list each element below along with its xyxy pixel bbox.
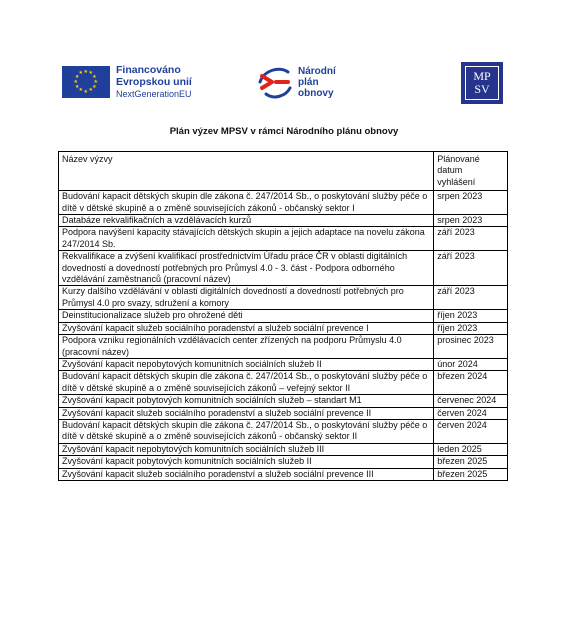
- planned-date-cell: září 2023: [434, 227, 508, 251]
- call-name-cell: Zvyšování kapacit pobytových komunitních sociálních služeb – standart M1: [59, 395, 434, 407]
- planned-date-cell: březen 2024: [434, 371, 508, 395]
- call-name-cell: Podpora navýšení kapacity stávajících dětských skupin a jejich adaptace na novelu zákona 247/2014 Sb.: [59, 227, 434, 251]
- eu-star-icon: ★: [73, 78, 78, 85]
- npo-logo: [256, 62, 336, 102]
- document-title: Plán výzev MPSV v rámci Národního plánu obnovy: [169, 126, 399, 137]
- call-name-cell: Zvyšování kapacit nepobytových komunitních sociálních služeb II: [59, 358, 434, 370]
- call-name-cell: Budování kapacit dětských skupin dle zákona č. 247/2014 Sb., o poskytování služby péče o dítě v dětské skupině a o změně souvisejících zákonů - občanský sektor I: [59, 191, 434, 215]
- eu-flag-icon: [62, 66, 110, 98]
- header-call-name-text: Název výzvy: [62, 154, 113, 164]
- header-call-name: [59, 152, 434, 191]
- eu-funding-logo: [62, 62, 192, 102]
- table-row: [59, 322, 508, 334]
- header-planned-date: [434, 152, 508, 191]
- table-row: [59, 358, 508, 370]
- eu-text-line2: Evropskou unií: [116, 76, 192, 88]
- planned-date-cell: únor 2024: [434, 358, 508, 370]
- eu-star-icon: ★: [78, 69, 83, 76]
- table-row: [59, 227, 508, 251]
- planned-date-cell: březen 2025: [434, 468, 508, 480]
- eu-star-icon: ★: [74, 73, 80, 80]
- call-name-cell: Databáze rekvalifikačních a vzdělávacích kurzů: [59, 215, 434, 227]
- table-row: [59, 215, 508, 227]
- eu-star-icon: ★: [74, 83, 80, 90]
- call-name-cell: Budování kapacit dětských skupin dle zákona č. 247/2014 Sb., o poskytování služby péče o dítě v dětské skupině a o změně souvisejících zákonů – veřejný sektor II: [59, 371, 434, 395]
- planned-date-cell: březen 2025: [434, 456, 508, 468]
- eu-text-line3: NextGenerationEU: [116, 89, 192, 99]
- mpsv-logo-line2: SV: [474, 82, 490, 96]
- planned-date-cell: říjen 2023: [434, 322, 508, 334]
- call-name-cell: Zvyšování kapacit služeb sociálního poradenství a služeb sociální prevence I: [59, 322, 434, 334]
- planned-date-cell: srpen 2023: [434, 215, 508, 227]
- eu-star-icon: ★: [83, 68, 88, 75]
- planned-date-cell: září 2023: [434, 251, 508, 286]
- eu-star-icon: ★: [88, 69, 93, 76]
- eu-star-icon: ★: [88, 87, 93, 94]
- planned-date-cell: červenec 2024: [434, 395, 508, 407]
- eu-star-icon: ★: [83, 88, 88, 95]
- eu-star-icon: ★: [92, 73, 97, 80]
- call-name-cell: Kurzy dalšího vzdělávání v oblasti digitálních dovedností a dovedností potřebných pro Průmysl 4.0 pro svazy, sdružení a komory: [59, 286, 434, 310]
- table-body: [59, 191, 508, 481]
- table-row: [59, 371, 508, 395]
- call-name-cell: Zvyšování kapacit nepobytových komunitních sociálních služeb III: [59, 443, 434, 455]
- planned-date-cell: červen 2024: [434, 419, 508, 443]
- call-name-cell: Podpora vzniku regionálních vzdělávacích center zřízených na podporu Průmyslu 4.0 (pracovní název): [59, 335, 434, 359]
- table-row: [59, 456, 508, 468]
- eu-star-icon: ★: [92, 83, 97, 90]
- eu-text-line1: Financováno: [116, 64, 181, 76]
- table-row: [59, 335, 508, 359]
- npo-text-line2: plán: [298, 76, 319, 88]
- table-row: [59, 419, 508, 443]
- table-row: [59, 191, 508, 215]
- table-row: [59, 395, 508, 407]
- planned-date-cell: prosinec 2023: [434, 335, 508, 359]
- eu-funding-text: [116, 64, 192, 100]
- planned-date-cell: září 2023: [434, 286, 508, 310]
- mpsv-logo: [461, 62, 503, 104]
- planned-date-cell: leden 2025: [434, 443, 508, 455]
- table-row: [59, 468, 508, 480]
- planned-date-cell: červen 2024: [434, 407, 508, 419]
- call-name-cell: Zvyšování kapacit pobytových komunitních sociálních služeb II: [59, 456, 434, 468]
- npo-mark-icon: [256, 62, 296, 102]
- table-row: [59, 443, 508, 455]
- table-row: [59, 286, 508, 310]
- table-row: [59, 407, 508, 419]
- table-header-row: [59, 152, 508, 191]
- mpsv-logo-line1: MP: [473, 69, 491, 83]
- call-name-cell: Rekvalifikace a zvýšení kvalifikací prostřednictvím Úřadu práce ČR v oblasti digitálních dovedností a dovedností potřebných pro Průmysl 4.0 - 3. část - Podpora odborného vzdělávání zaměstnanců (pracovní název): [59, 251, 434, 286]
- planned-date-cell: říjen 2023: [434, 310, 508, 322]
- eu-star-icon: ★: [93, 78, 98, 85]
- planned-date-cell: srpen 2023: [434, 191, 508, 215]
- call-name-cell: Zvyšování kapacit služeb sociálního poradenství a služeb sociální prevence III: [59, 468, 434, 480]
- call-name-cell: Zvyšování kapacit služeb sociálního poradenství a služeb sociální prevence II: [59, 407, 434, 419]
- table-row: [59, 251, 508, 286]
- eu-star-icon: ★: [78, 87, 83, 94]
- header-planned-date-text: Plánované datum vyhlášení: [437, 154, 480, 187]
- table-row: [59, 310, 508, 322]
- call-name-cell: Deinstitucionalizace služeb pro ohrožené děti: [59, 310, 434, 322]
- call-name-cell: Budování kapacit dětských skupin dle zákona č. 247/2014 Sb., o poskytování služby péče o dítě v dětské skupině a o změně souvisejících zákonů - občanský sektor II: [59, 419, 434, 443]
- npo-text-line3: obnovy: [298, 87, 334, 99]
- calls-table: [58, 151, 508, 481]
- npo-text-line1: Národní: [298, 65, 336, 77]
